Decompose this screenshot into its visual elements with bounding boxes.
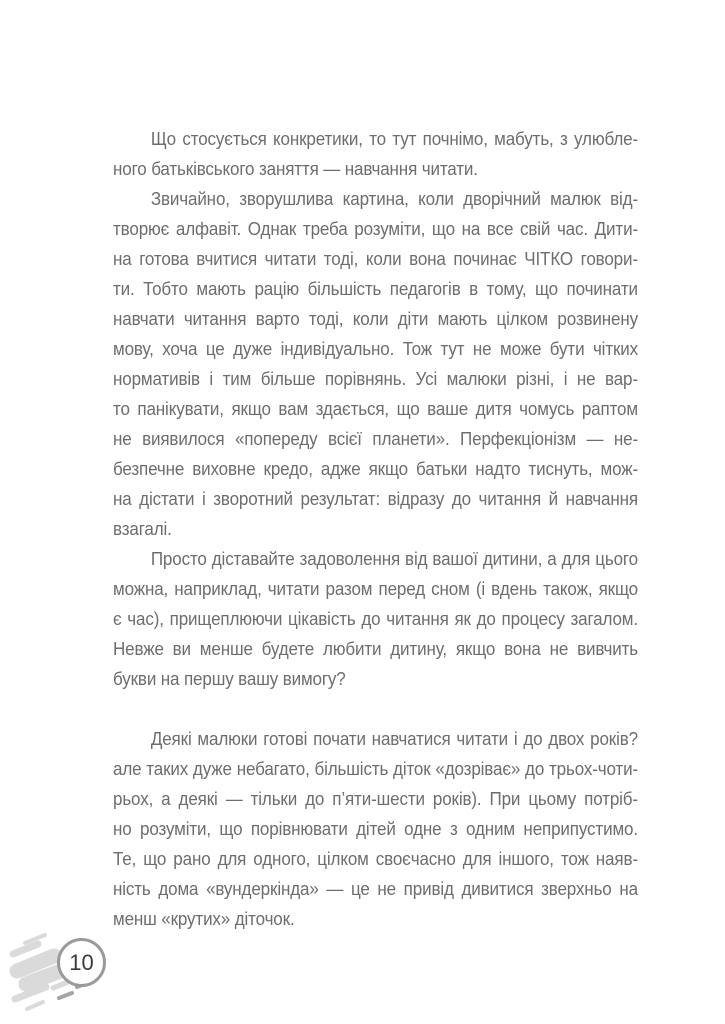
text-line: можна, наприклад, читати разом перед сном (і вдень також, якщо bbox=[113, 579, 638, 599]
text-line: творює алфавіт. Однак треба розуміти, що на все свій час. Дити- bbox=[113, 219, 638, 239]
text-line: не виявилося «попереду всієї планети». Перфекціонізм — не- bbox=[113, 429, 638, 449]
text-line: то панікувати, якщо вам здається, що ваше дитя чомусь раптом bbox=[113, 399, 638, 419]
page-number-badge bbox=[57, 938, 106, 987]
text-line: Деякі малюки готові почати навчатися читати і до двох років? bbox=[150, 729, 638, 749]
text-line: на готова вчитися читати тоді, коли вона починає ЧІТКО говори- bbox=[113, 249, 638, 269]
text-line: мову, хоча це дуже індивідуально. Тож тут не може бути чітких bbox=[113, 339, 639, 359]
page-footer-decoration bbox=[0, 918, 160, 1024]
text-line: менш «крутих» діточок. bbox=[113, 909, 295, 929]
text-line: Просто діставайте задоволення від вашої дитини, а для цього bbox=[150, 549, 638, 569]
text-line: рьох, а деякі — тільки до п’яти-шести років). При цьому потріб- bbox=[113, 789, 638, 809]
text-line: ти. Тобто мають рацію більшість педагогів в тому, що починати bbox=[113, 279, 638, 299]
text-line: навчати читання варто тоді, коли діти мають цілком розвинену bbox=[113, 309, 639, 329]
text-line: є час), прищеплюючи цікавість до читання як до процесу загалом. bbox=[113, 609, 638, 629]
text-line: ного батьківського заняття — навчання читати. bbox=[113, 159, 478, 179]
text-line: взагалі. bbox=[113, 519, 172, 539]
text-line: но розуміти, що порівнювати дітей одне з одним неприпустимо. bbox=[113, 819, 638, 839]
text-line: Що стосується конкретики, то тут почнімо, мабуть, з улюбле- bbox=[150, 129, 638, 149]
paragraph bbox=[113, 184, 638, 544]
page-number: 10 bbox=[69, 949, 94, 975]
paragraph bbox=[113, 124, 638, 184]
text-line: нормативів і тим більше порівнянь. Усі малюки різні, і не вар- bbox=[113, 369, 638, 389]
text-line: Те, що рано для одного, цілком своєчасно для іншого, тож наяв- bbox=[113, 849, 638, 869]
text-line: Звичайно, зворушлива картина, коли дворічний малюк від- bbox=[150, 189, 638, 209]
text-line: але таких дуже небагато, більшість діток «дозріває» до трьох-чоти- bbox=[113, 759, 638, 779]
text-line: на дістати і зворотний результат: відразу до читання й навчання bbox=[113, 489, 638, 509]
paragraph bbox=[113, 724, 638, 934]
text-line: безпечне виховне кредо, адже якщо батьки надто тиснуть, мож- bbox=[113, 459, 639, 479]
body-text bbox=[113, 124, 638, 934]
text-line: ність дома «вундеркінда» — це не привід дивитися зверхньо на bbox=[113, 879, 638, 899]
text-line: Невже ви менше будете любити дитину, якщо вона не вивчить bbox=[113, 639, 639, 659]
text-line: букви на першу вашу вимогу? bbox=[113, 669, 346, 689]
paragraph bbox=[113, 544, 638, 694]
